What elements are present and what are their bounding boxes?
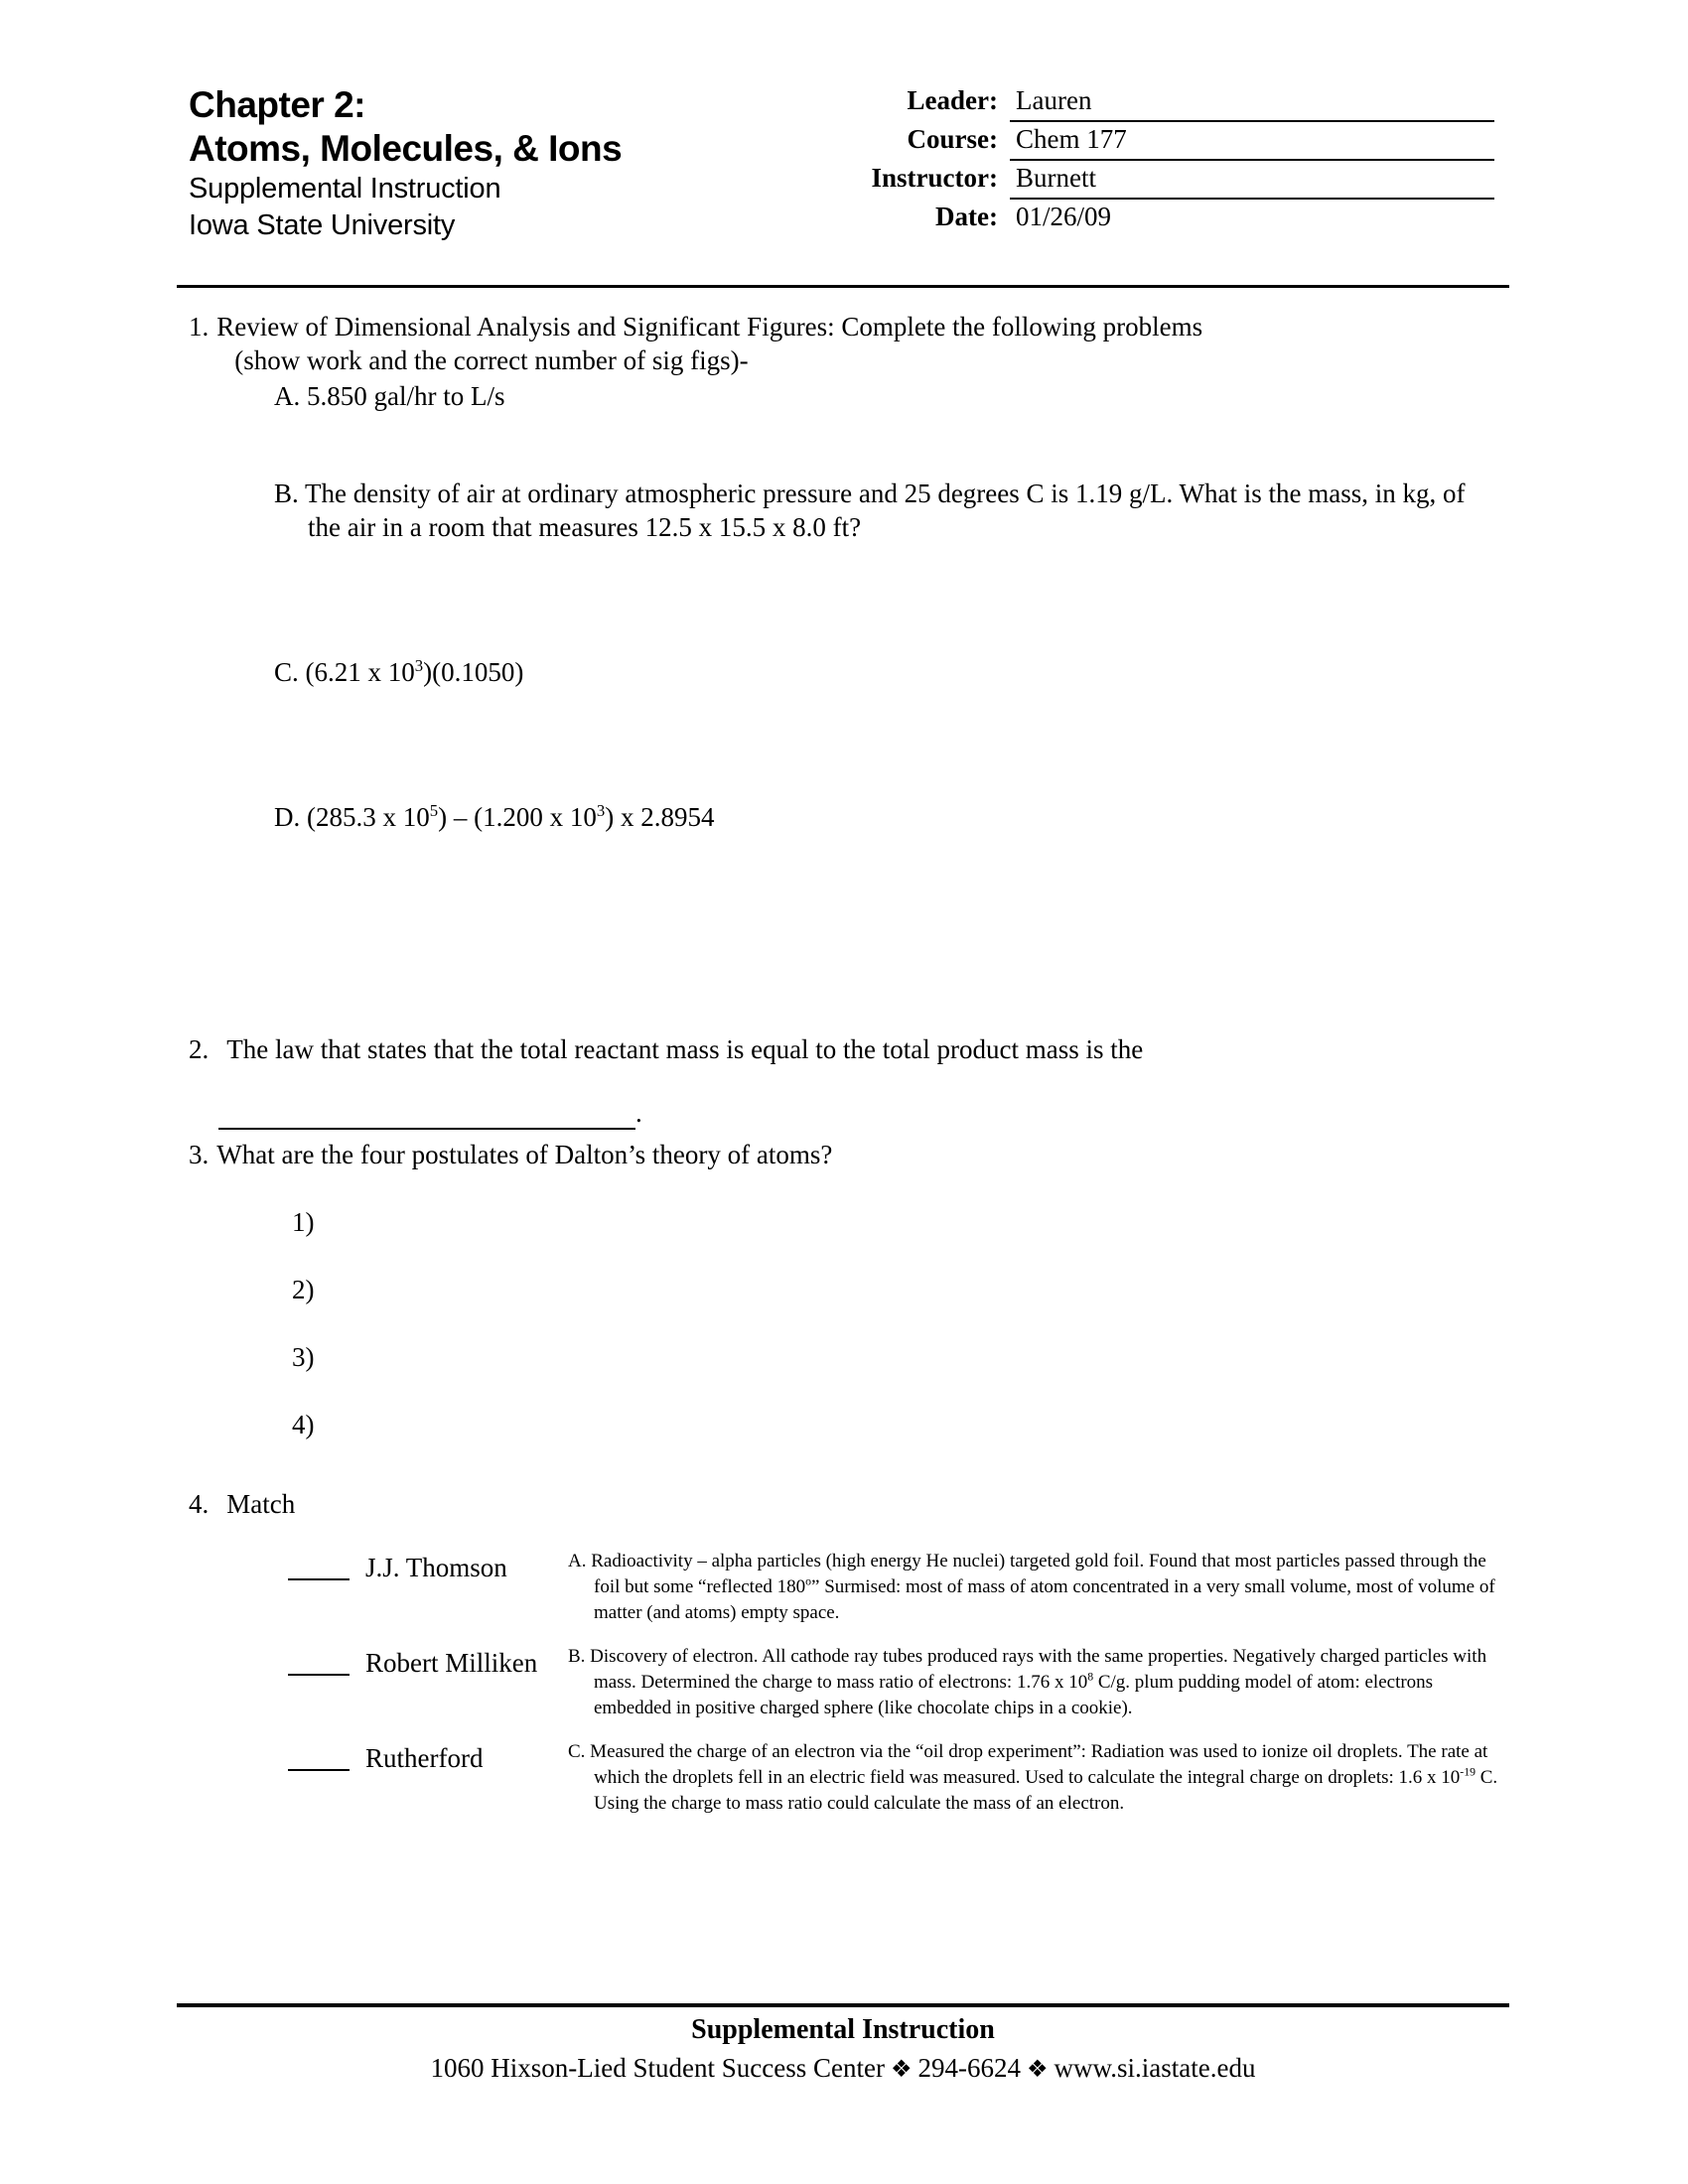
chapter-title-line2: Atoms, Molecules, & Ions [189,128,623,169]
match-name-milliken: Robert Milliken [365,1648,538,1678]
question-1-item-b [274,477,1499,544]
org-name: Supplemental Instruction [189,173,501,205]
footer-title: Supplemental Instruction [691,2014,995,2045]
diamond-separator-icon: ❖ [1026,2057,1049,2083]
match-choice-b-exponent: 8 [1087,1670,1094,1684]
question-4 [189,1487,1499,1521]
field-leader-input[interactable] [1010,81,1494,122]
match-row [189,1644,1499,1721]
match-choice-b-pre: B. Discovery of electron. All cathode ray tubes produced rays with the same properties. Negatively charged particles with mass. Determined the charge to mass ratio of electrons: 1.76 x 10 [568,1646,1487,1693]
question-2-number: 2. [189,1034,210,1064]
question-1-number: 1. [189,312,210,341]
match-name-thomson: J.J. Thomson [365,1553,507,1582]
question-1-text-line1: Review of Dimensional Analysis and Significant Figures: Complete the following problems [216,312,1203,341]
question-1 [189,310,1499,377]
question-1-item-d-pre: D. (285.3 x 10 [274,802,430,832]
match-choice-a [566,1549,1499,1626]
question-1-item-d-exponent2: 3 [596,801,606,820]
match-left-milliken [189,1644,566,1721]
title-block [189,77,824,244]
footer-divider [177,2003,1509,2007]
match-choice-a-degree-symbol: o [805,1574,812,1588]
question-3-number: 3. [189,1140,210,1169]
question-1-item-a: A. 5.850 gal/hr to L/s [274,381,505,411]
field-leader-value: Lauren [1016,85,1092,115]
question-1-item-c-pre: C. (6.21 x 10 [274,657,415,687]
header-divider [177,285,1509,288]
postulate-1: 1) [292,1207,315,1237]
document-footer [177,2011,1509,2089]
footer-phone: 294-6624 [917,2053,1021,2083]
field-instructor [824,159,1494,198]
field-leader [824,81,1494,120]
question-2-blank-suffix: . [635,1098,642,1128]
match-answer-blank-rutherford[interactable] [288,1743,350,1771]
field-date-label: Date: [935,202,998,231]
question-2-answer-blank-row [218,1096,1499,1130]
question-2 [189,1032,1499,1066]
match-left-rutherford [189,1739,566,1817]
match-answer-blank-thomson[interactable] [288,1553,350,1580]
field-course-input[interactable] [1010,120,1494,161]
question-3 [189,1138,1499,1171]
question-1-item-c-exponent: 3 [414,656,424,675]
header-fields [824,81,1494,236]
question-1-item-d-exponent1: 5 [429,801,439,820]
match-choice-c-post: C. Using the charge to mass ratio could calculate the mass of an electron. [594,1767,1498,1814]
match-choice-c-pre: C. Measured the charge of an electron via the “oil drop experiment”: Radiation was used to ionize oil droplets. The rate at which the droplets fell in an electric field was measured. Used to calculate the integral charge on droplets: 1.6 x 10 [568,1741,1488,1788]
question-1-item-d [274,800,1499,834]
postulate-2: 2) [292,1275,315,1304]
match-name-rutherford: Rutherford [365,1743,484,1773]
match-row [189,1549,1499,1626]
match-choice-c [566,1739,1499,1817]
field-instructor-value: Burnett [1016,163,1096,193]
question-2-answer-blank[interactable] [218,1108,635,1130]
field-date-value: 01/26/09 [1016,202,1112,231]
question-4-text: Match [226,1489,296,1519]
match-choice-b [566,1644,1499,1721]
match-row [189,1739,1499,1817]
question-4-number: 4. [189,1489,210,1519]
worksheet-body [189,310,1499,1835]
field-instructor-input[interactable] [1010,159,1494,200]
university-name: Iowa State University [189,209,456,241]
footer-address: 1060 Hixson-Lied Student Success Center [430,2053,885,2083]
question-1-item-c-post: )(0.1050) [423,657,524,687]
field-leader-label: Leader: [907,85,998,115]
question-1-item-c [274,655,1499,689]
field-date [824,198,1494,236]
field-course [824,120,1494,159]
field-course-label: Course: [907,124,998,154]
field-instructor-label: Instructor: [871,163,998,193]
chapter-title-line1: Chapter 2: [189,84,365,125]
question-1-item-d-mid: ) – (1.200 x 10 [438,802,597,832]
field-date-input[interactable] [1010,198,1494,236]
match-choice-b-post: C/g. plum pudding model of atom: electrons embedded in positive charged sphere (like chocolate chips in a cookie). [594,1672,1434,1718]
diamond-separator-icon: ❖ [890,2057,913,2083]
question-1-text-line2: (show work and the correct number of sig figs)- [234,345,749,375]
postulate-3: 3) [292,1342,315,1372]
question-1-item-b-line2: is the mass, in kg, of the air in a room that measures 12.5 x 15.5 x 8.0 ft? [308,478,1466,542]
document-header [189,77,1494,244]
question-1-item-d-post: ) x 2.8954 [605,802,715,832]
footer-contact-line [177,2049,1509,2089]
postulate-4: 4) [292,1410,315,1439]
match-left-thomson [189,1549,566,1626]
question-2-text: The law that states that the total reactant mass is equal to the total product mass is the [226,1034,1144,1064]
match-choice-a-post: ” Surmised: most of mass of atom concentrated in a very small volume, most of volume of matter (and atoms) empty space. [594,1576,1495,1623]
match-choice-a-pre: A. Radioactivity – alpha particles (high energy He nuclei) targeted gold foil. Found that most particles passed through the foil but some “reflected 180 [568,1551,1486,1597]
question-3-text: What are the four postulates of Dalton’s theory of atoms? [216,1140,833,1169]
match-choice-c-exponent: -19 [1460,1765,1476,1779]
matching-exercise [189,1549,1499,1817]
footer-website: www.si.iastate.edu [1054,2053,1256,2083]
match-answer-blank-milliken[interactable] [288,1648,350,1676]
question-1-item-b-line1: B. The density of air at ordinary atmospheric pressure and 25 degrees C is 1.19 g/L. What [274,478,1238,508]
field-course-value: Chem 177 [1016,124,1127,154]
